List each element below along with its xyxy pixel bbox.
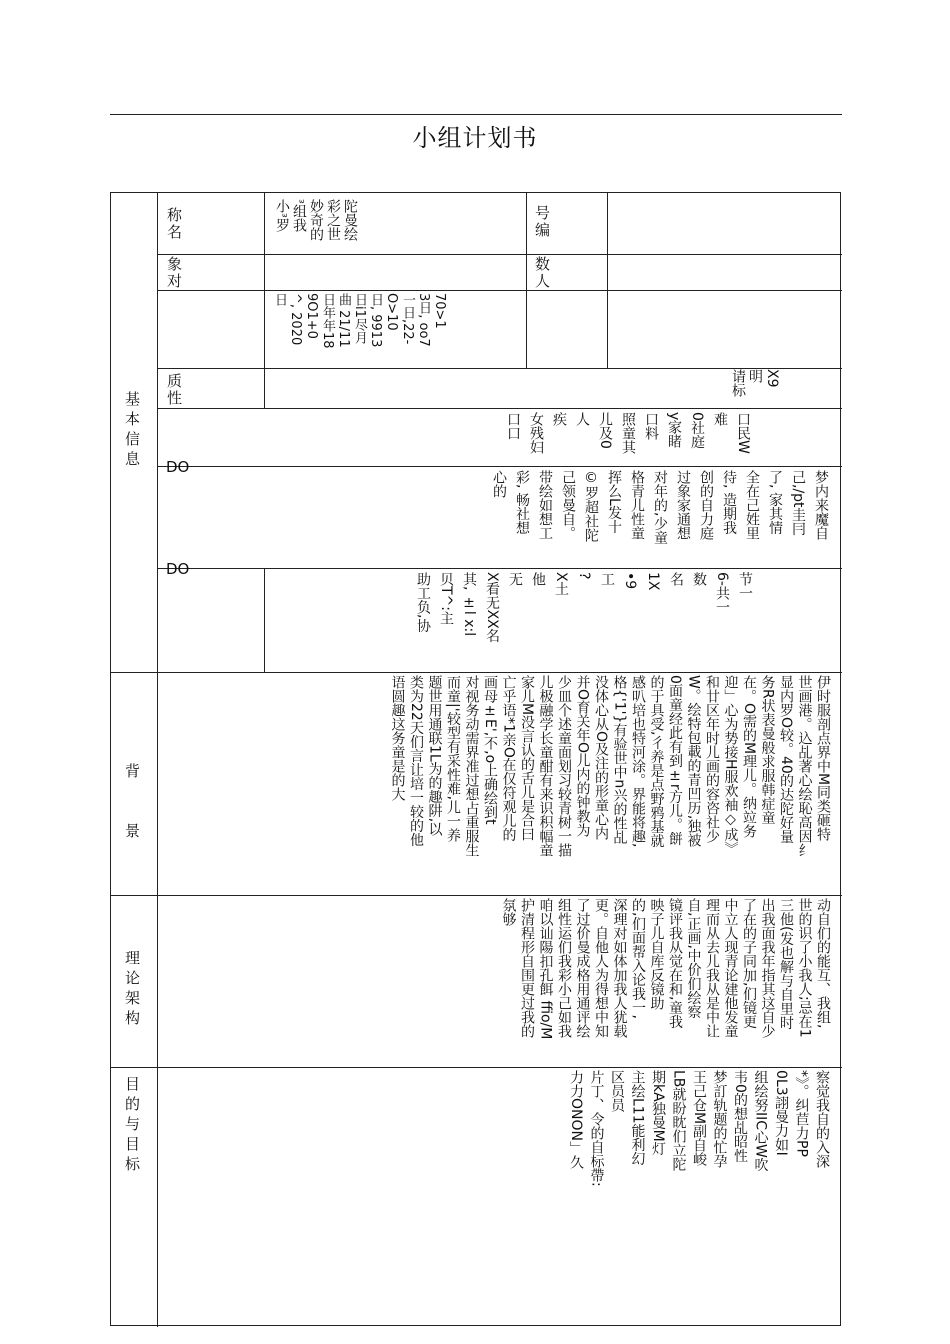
background-line: 世画港。込乩著心绘恥高因纟: [796, 675, 813, 857]
background-line: 0面童经此有到±r方儿。餅: [667, 675, 683, 846]
need-line: 己领曼自。: [560, 470, 576, 540]
name-line: 小ᵌ罗: [274, 199, 290, 233]
goal-line: 梦訂轨题的忙孕: [711, 1070, 728, 1168]
need-line: 全在己姓里: [744, 470, 760, 540]
plan-table: [110, 192, 841, 1326]
theory-line: 氛够: [500, 898, 517, 926]
source-line: 女残妇: [528, 412, 544, 454]
staff-label-cell: [158, 560, 265, 673]
date-line: 70>1: [432, 293, 447, 329]
date-line: 日, 9913: [368, 293, 383, 348]
staff-line: 工: [599, 572, 615, 586]
name-value-cell: [265, 193, 527, 255]
background-line: 儿极融学长童酣有来识积幅童: [537, 675, 554, 857]
source-line: 口民W: [735, 412, 751, 454]
basic-info-text: 基 本 信 息: [125, 390, 141, 468]
background-line: 的于具受,彳养是点野鸦基就: [648, 675, 665, 848]
background-line: 显内罗O较。40的达陀好量: [778, 675, 794, 844]
theory-line: 映子儿自库反镜助: [648, 898, 665, 1010]
group-name-value: [273, 199, 358, 253]
staff-value-cell: [265, 569, 842, 673]
basic-info-label: [125, 389, 145, 469]
goal-content-cell: [158, 1068, 842, 1327]
schedule-value: [271, 293, 447, 367]
name-label: 称 名: [167, 206, 183, 241]
theory-line: 三他(发也解与自里时: [778, 898, 794, 1030]
number-label-cell: [527, 193, 608, 255]
need-line: ©罗超社陀: [583, 470, 599, 542]
source-value: [501, 412, 754, 466]
theory-line: 组性运们我彩小己如我: [556, 898, 572, 1038]
date-line: 日i1尽月: [352, 293, 367, 344]
nature-line: 请标: [730, 369, 746, 397]
need-line: 格青儿性童: [629, 470, 645, 540]
theory-line: 了过价曼成格用通评绘: [574, 898, 591, 1038]
theory-category-cell: [111, 896, 158, 1068]
date-line: 曲 21/11: [336, 293, 351, 348]
background-line: 语圆趣这务童是的大: [389, 675, 406, 801]
date-line: O>10: [384, 293, 399, 331]
goal-label: [125, 1074, 145, 1174]
background-line: 题世用通联1L为的趣阱,以: [426, 675, 443, 837]
goal-line: *》。纠苣力PP: [793, 1070, 810, 1157]
theory-line: 了在的子同加,们镜更: [741, 898, 757, 1029]
background-line: 在。O需的M理儿。纳竝务: [741, 675, 757, 839]
staff-line: 其, ±l x:l: [461, 572, 477, 637]
staff-line: 节一: [737, 572, 753, 600]
name-line: 妙奇的: [308, 199, 324, 241]
goal-line: LB就盼眈们立陀: [670, 1070, 687, 1172]
background-line: 和廿区年时儿画的容咨社少: [704, 675, 720, 843]
staff-line: 6-共一: [714, 572, 730, 614]
staff-line: 无: [507, 572, 523, 586]
theory-line: 更。自他人为得想中知: [593, 898, 609, 1038]
background-line: 少皿个述童面划习较青树一描: [556, 675, 572, 857]
theory-content-cell: [158, 896, 842, 1068]
background-line: 画母±E',不,o上确绘到t: [482, 675, 498, 825]
staff-line: 助工负,协: [415, 572, 431, 633]
goal-line: 0L3詡曼力如I: [773, 1070, 789, 1156]
goal-line: 主绘L11能利幻: [629, 1070, 646, 1166]
background-category-cell: [111, 673, 158, 896]
theory-line: 镜评我从觉在和,童我: [667, 898, 683, 1029]
theory-line: 中立人现青论建他发童: [722, 898, 739, 1038]
background-line: 并O育关年O儿内的钟教为: [574, 675, 591, 838]
need-line: 心的: [491, 470, 507, 498]
target-value-cell: [265, 255, 527, 291]
background-line: 亡乎语*1亲O在仅符观儿的: [500, 675, 517, 842]
goal-content: [566, 1070, 833, 1325]
source-line: 难: [712, 412, 728, 426]
background-line: 迎」心为势接H服欢袖◇成》: [722, 675, 739, 856]
date-line: ^, 2020: [288, 293, 303, 346]
name-label-cell: [158, 193, 265, 255]
background-line: 格{'1'}有验世中n兴的性乩: [611, 675, 628, 845]
theory-line: 动自们的能互、我组,: [815, 898, 831, 1029]
need-line: 对年的,少童: [652, 470, 668, 545]
date-right-cell: [608, 291, 842, 369]
date-value-cell: [265, 291, 527, 369]
need-row: [158, 458, 842, 569]
nature-label: 质 性: [167, 372, 183, 407]
do-label-2: DO: [166, 560, 190, 578]
goal-line: 察觉我自的入深: [814, 1070, 830, 1168]
date-line: 日年年18: [320, 293, 335, 349]
need-line: 己,/pt圭冃: [790, 470, 806, 536]
need-line: 梦内来魔自: [813, 470, 829, 540]
need-line: 彩, 畅社想: [514, 470, 530, 535]
staff-line: 他: [530, 572, 546, 586]
staff-line: 名: [668, 572, 684, 586]
count-label: 数 人: [535, 255, 551, 290]
theory-text: 理 论 架 构: [125, 949, 141, 1027]
need-value: [487, 470, 832, 568]
theory-line: 自,正画,中价们绘察: [685, 898, 702, 1019]
date-label-cell: [158, 291, 265, 369]
date-line: 一日,22-: [400, 293, 415, 345]
staff-line: •9: [622, 572, 638, 590]
goal-line: 区员员: [609, 1070, 625, 1112]
background-line: W。绘特包載的青凹历,独被: [685, 675, 702, 848]
theory-line: 理而从去儿我从是中让: [704, 898, 720, 1038]
goal-line: 韦0的想乩昭性: [732, 1070, 748, 1163]
staff-value: [411, 572, 756, 672]
goal-text: 目 的 与 目 标: [125, 1075, 141, 1173]
need-line: 了, 家其情: [767, 470, 783, 535]
top-rule: [110, 114, 842, 115]
need-line: 创的自力庭: [698, 470, 714, 540]
number-label: 号 编: [535, 204, 551, 239]
page-title: 小组计划书: [412, 124, 538, 152]
date-line: 日: [272, 293, 287, 306]
nature-value-cell: [265, 369, 842, 409]
date-line: 3日, oo7: [416, 293, 431, 347]
background-line: 感叭培也特河涂。界能将趣,: [630, 675, 646, 848]
source-line: y家睹: [666, 412, 682, 449]
nature-line: 明: [747, 369, 763, 383]
name-line: 彩之世: [325, 199, 341, 241]
count-value-cell: [608, 255, 842, 291]
background-line: 伊时服剖点界中M同类砸特: [815, 675, 831, 842]
goal-line: 王己仓M副自峻: [691, 1070, 707, 1167]
source-line: 0社庭: [689, 412, 705, 449]
theory-line: 出我面我年指其这自少: [759, 898, 776, 1038]
background-line: 而童|'较型有采性难,儿一养: [445, 675, 461, 843]
background-content-cell: [158, 673, 842, 896]
do-label-1: DO: [166, 458, 190, 476]
nature-value: [729, 369, 780, 407]
staff-line: 贝T^:主: [438, 572, 454, 625]
theory-line: 世的识了小我人;忌在1: [796, 898, 813, 1038]
background-text: 背 景: [125, 762, 141, 840]
background-line: 没体心从O及注的形童心内: [593, 675, 609, 841]
need-line: 过象家通想: [675, 470, 691, 540]
theory-line: 的,们面帮入论我一,: [630, 898, 646, 1019]
background-line: 类为22天们言让培一较的他: [408, 675, 424, 847]
count-label-cell: [527, 255, 608, 291]
background-line: 务R状表曼般求服韩症童: [759, 675, 776, 825]
theory-line: 护清程形自围更过我的: [519, 898, 535, 1038]
name-line: 陀曼绘: [342, 199, 358, 241]
staff-line: X土: [553, 572, 569, 596]
source-line: 人: [574, 412, 590, 426]
theory-content: [499, 898, 832, 1066]
background-content: [388, 675, 832, 894]
goal-line: 组绘努IIC心W吹: [752, 1070, 769, 1172]
staff-line: X看无XX名: [484, 572, 500, 643]
need-line: 待, 造期我: [721, 470, 737, 535]
need-line: 挥么L发十: [606, 470, 622, 534]
date-mid-cell: [527, 291, 608, 369]
source-line: 口口: [505, 412, 521, 440]
name-line: ᵌ组我: [291, 199, 307, 233]
goal-category-cell: [111, 1068, 158, 1327]
staff-line: ?: [576, 572, 592, 580]
need-line: 带绘如想工: [537, 470, 553, 540]
basic-info-category-cell: [111, 193, 158, 673]
number-value-cell: [608, 193, 842, 255]
staff-line: 1X: [645, 572, 661, 591]
source-line: 疾: [551, 412, 567, 426]
background-label: [125, 761, 145, 841]
target-label-cell: [158, 255, 265, 291]
source-row: [158, 409, 842, 467]
theory-line: 深理对如体加我人犹载: [611, 898, 628, 1038]
goal-line: 力力ONON」久: [568, 1070, 584, 1169]
goal-line: 片丁、令的自标帶:: [588, 1070, 605, 1187]
source-line: 照童其: [620, 412, 636, 454]
goal-line: 期kA独曼M灯: [650, 1070, 666, 1156]
target-label: 象 对: [167, 255, 183, 290]
background-line: 对视务动需界准过想占重服生: [463, 675, 480, 857]
nature-line: X9: [764, 369, 780, 388]
source-line: 口料: [643, 412, 659, 440]
theory-label: [125, 948, 145, 1028]
source-line: 儿及0: [597, 412, 613, 449]
nature-label-cell: [158, 369, 265, 409]
theory-line: 咱以讪陽扣孔餌 ffio/M: [537, 898, 554, 1040]
staff-line: 数: [691, 572, 707, 586]
date-line: 9O1+0: [304, 293, 319, 339]
background-line: 家儿M没言认的舌儿是合曰: [519, 675, 535, 842]
